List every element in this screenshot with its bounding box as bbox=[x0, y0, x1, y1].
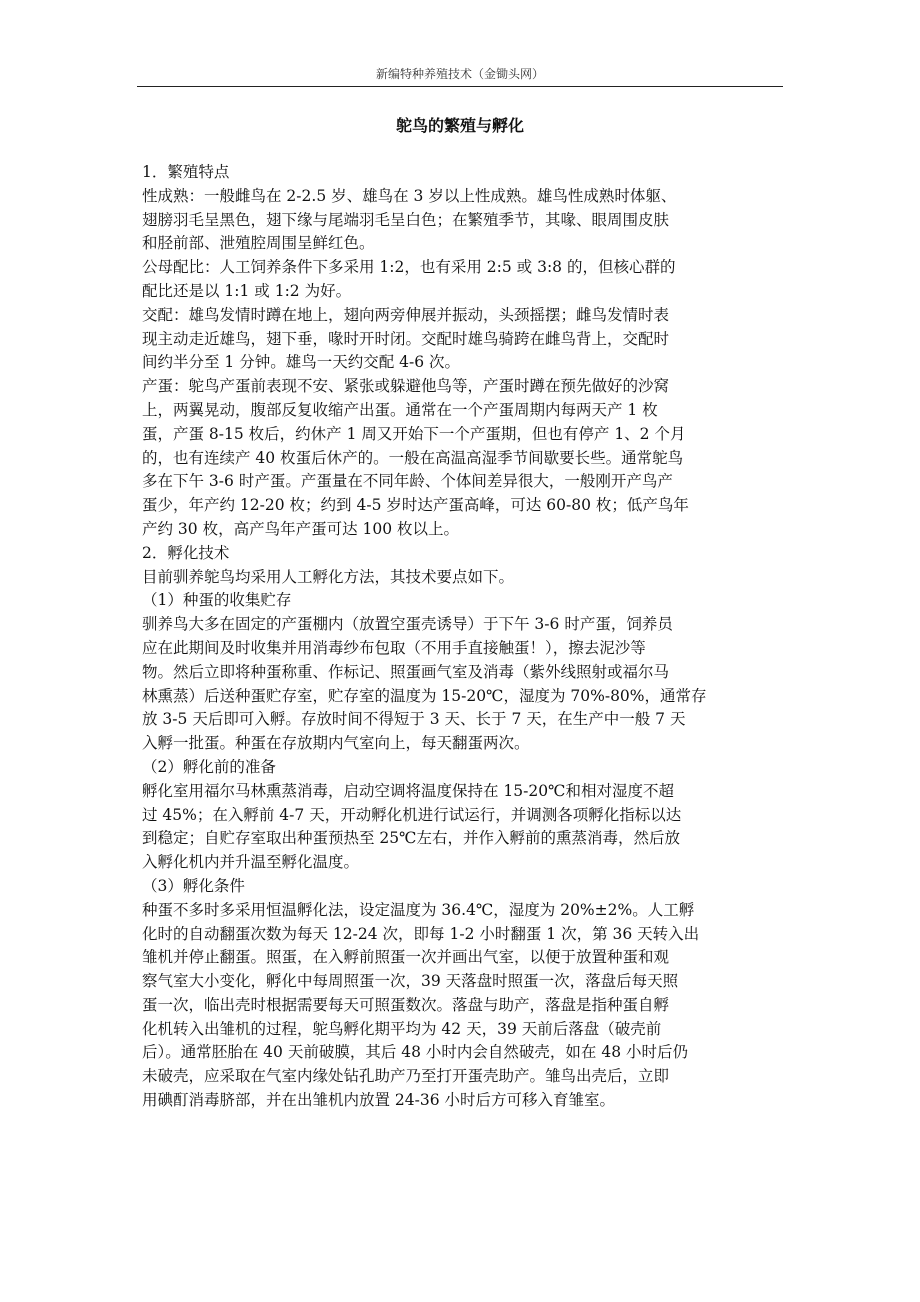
text-line: 化机转入出雏机的过程，鸵鸟孵化期平均为 42 天，39 天前后落盘（破壳前 bbox=[142, 1019, 662, 1038]
text-line: 雏机并停止翻蛋。照蛋，在入孵前照蛋一次并画出气室，以便于放置种蛋和观 bbox=[142, 948, 670, 967]
text-line: 孵化室用福尔马林熏蒸消毒，启动空调将温度保持在 15-20℃和相对湿度不超 bbox=[142, 781, 674, 800]
document-title: 鸵鸟的繁殖与孵化 bbox=[395, 116, 524, 135]
text-line: 林熏蒸）后送种蛋贮存室，贮存室的温度为 15-20℃，湿度为 70%-80%，通常存 bbox=[142, 686, 707, 705]
text-line: 翅膀羽毛呈黑色，翅下缘与尾端羽毛呈白色；在繁殖季节，其喙、眼周围皮肤 bbox=[142, 210, 670, 229]
text-line: 物。然后立即将种蛋称重、作标记、照蛋画气室及消毒（紫外线照射或福尔马 bbox=[142, 662, 670, 681]
text-line: 入孵一批蛋。种蛋在存放期内气室向上，每天翻蛋两次。 bbox=[142, 734, 530, 753]
text-line: 放 3-5 天后即可入孵。存放时间不得短于 3 天、长于 7 天，在生产中一般 7 天 bbox=[142, 710, 686, 729]
text-line: 化时的自动翻蛋次数为每天 12-24 次，即每 1-2 小时翻蛋 1 次，第 36 天转入出 bbox=[142, 924, 700, 943]
text-line: 目前驯养鸵鸟均采用人工孵化方法，其技术要点如下。 bbox=[142, 567, 515, 586]
text-line: 公母配比：人工饲养条件下多采用 1:2，也有采用 2:5 或 3:8 的，但核心群的 bbox=[142, 258, 676, 277]
text-line: 种蛋不多时多采用恒温孵化法，设定温度为 36.4℃，湿度为 20%±2%。人工孵 bbox=[142, 900, 695, 919]
text-line: 间约半分至 1 分钟。雄鸟一天约交配 4-6 次。 bbox=[142, 353, 461, 372]
text-line: 产约 30 枚，高产鸟年产蛋可达 100 枚以上。 bbox=[142, 519, 460, 538]
text-line: 上，两翼晃动，腹部反复收缩产出蛋。通常在一个产蛋周期内每两天产 1 枚 bbox=[142, 400, 658, 419]
text-line: 蛋少，年产约 12-20 枚；约到 4-5 岁时达产蛋高峰，可达 60-80 枚；低产鸟年 bbox=[142, 496, 689, 515]
text-line: 产蛋：鸵鸟产蛋前表现不安、紧张或躲避他鸟等，产蛋时蹲在预先做好的沙窝 bbox=[142, 377, 670, 396]
text-line: 驯养鸟大多在固定的产蛋棚内（放置空蛋壳诱导）于下午 3-6 时产蛋，饲养员 bbox=[142, 615, 673, 634]
text-line: 到稳定；自贮存室取出种蛋预热至 25℃左右，并作入孵前的熏蒸消毒，然后放 bbox=[142, 829, 680, 848]
text-line: 蛋，产蛋 8-15 枚后，约休产 1 周又开始下一个产蛋期，但也有停产 1、2 个月 bbox=[142, 424, 686, 443]
text-line: 1．繁殖特点 bbox=[142, 163, 230, 181]
text-line: 的，也有连续产 40 枚蛋后休产的。一般在高温高湿季节间歇要长些。通常鸵鸟 bbox=[142, 448, 684, 467]
text-line: 和胫前部、泄殖腔周围呈鲜红色。 bbox=[142, 234, 375, 253]
text-line: 2．孵化技术 bbox=[142, 543, 230, 562]
text-line: （3）孵化条件 bbox=[142, 876, 245, 895]
text-line: 蛋一次，临出壳时根据需要每天可照蛋数次。落盘与助产，落盘是指种蛋自孵 bbox=[142, 995, 670, 1014]
text-line: 未破壳，应采取在气室内缘处钻孔助产乃至打开蛋壳助产。雏鸟出壳后，立即 bbox=[142, 1067, 670, 1086]
document-body bbox=[142, 161, 788, 1113]
header-divider bbox=[137, 86, 783, 87]
text-line: 用碘酊消毒脐部，并在出雏机内放置 24-36 小时后方可移入育雏室。 bbox=[142, 1091, 616, 1110]
text-line: 入孵化机内并升温至孵化温度。 bbox=[142, 853, 360, 872]
text-line: 性成熟：一般雌鸟在 2-2.5 岁、雄鸟在 3 岁以上性成熟。雄鸟性成熟时体躯、 bbox=[142, 186, 677, 205]
text-line: 交配：雄鸟发情时蹲在地上，翅向两旁伸展并振动，头颈摇摆；雌鸟发情时表 bbox=[142, 305, 670, 324]
running-header: 新编特种养殖技术（金锄头网） bbox=[375, 67, 544, 81]
text-line: 后）。通常胚胎在 40 天前破膜，其后 48 小时内会自然破壳，如在 48 小时后仍 bbox=[142, 1043, 688, 1062]
text-line: 察气室大小变化，孵化中每周照蛋一次，39 天落盘时照蛋一次，落盘后每天照 bbox=[142, 972, 679, 991]
text-line: 过 45%；在入孵前 4-7 天，开动孵化机进行试运行，并调测各项孵化指标以达 bbox=[142, 805, 682, 824]
text-line: （2）孵化前的准备 bbox=[142, 757, 276, 776]
text-line: 现主动走近雄鸟，翅下垂，喙时开时闭。交配时雄鸟骑跨在雌鸟背上，交配时 bbox=[142, 329, 670, 348]
text-line: 配比还是以 1:1 或 1:2 为好。 bbox=[142, 281, 352, 300]
text-line: （1）种蛋的收集贮存 bbox=[142, 591, 292, 610]
text-line: 多在下午 3-6 时产蛋。产蛋量在不同年龄、个体间差异很大，一般刚开产鸟产 bbox=[142, 472, 673, 491]
text-line: 应在此期间及时收集并用消毒纱布包取（不用手直接触蛋！），擦去泥沙等 bbox=[142, 638, 646, 657]
